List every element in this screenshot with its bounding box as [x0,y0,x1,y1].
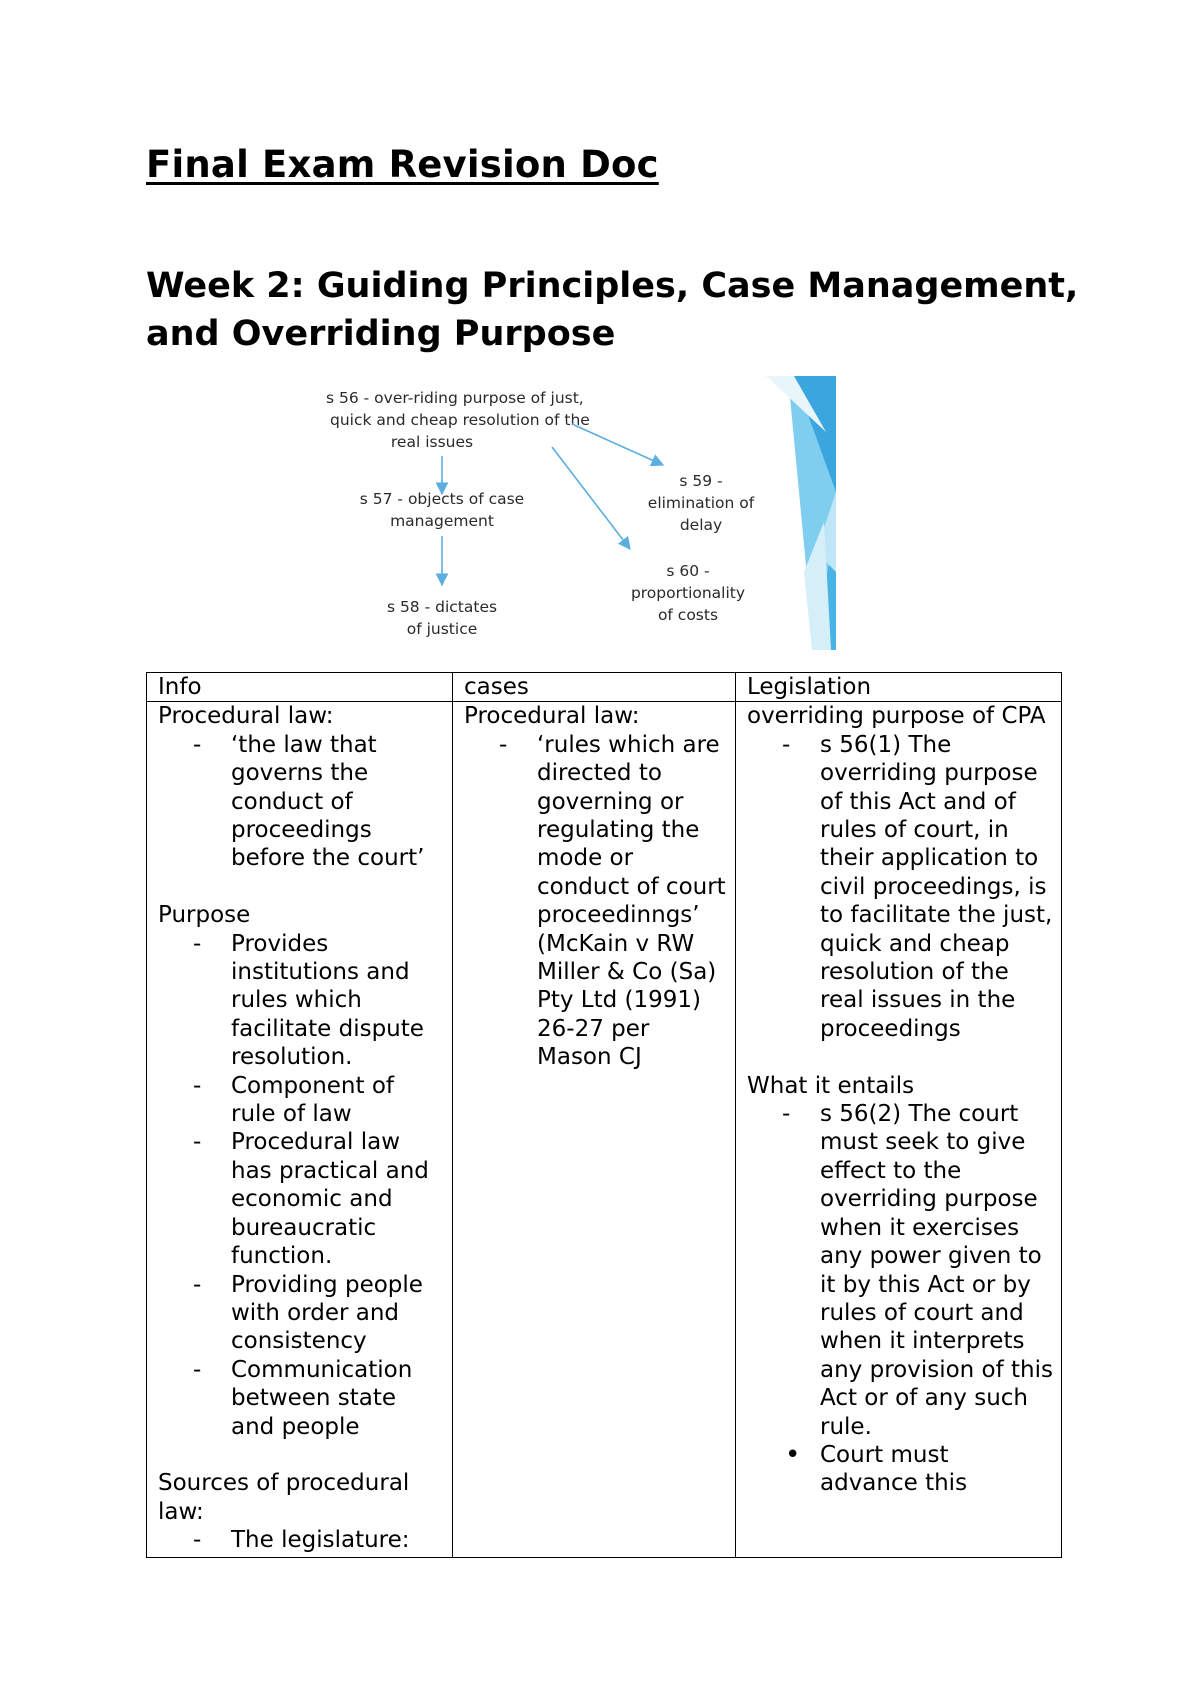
info-procedural-list [158,731,444,873]
s60-line1: - [699,562,710,580]
list-item: - Procedural law has practical and economic and bureaucratic function. [231,1128,444,1270]
arrow-s56-to-s59 [572,424,663,465]
legislation-label-1: overriding purpose of CPA [747,703,1046,730]
arrow-s56-to-s60 [552,447,630,549]
s57-number: s 57 [359,490,393,508]
legislation-sublist [747,1441,1053,1498]
s58-number: s 58 [386,598,420,616]
info-sources-list [158,1526,444,1554]
table-row [147,702,1062,1558]
s57-line2: management [390,512,494,530]
node-s58 [387,598,497,638]
list-item: - The legislature: [231,1526,444,1554]
header-cases: cases [453,673,736,702]
s58-line1: - dictates [419,598,498,616]
svg-text:s 58 - dictates [387,598,497,616]
list-item: - ‘the law that governs the conduct of proceedings before the court’ [231,731,444,873]
overriding-purpose-diagram [326,372,836,650]
node-s57 [360,490,524,530]
table-header-row [147,673,1062,702]
header-legislation: Legislation [736,673,1062,702]
header-info: Info [147,673,453,702]
svg-text:s 56 - over-riding purpose of [326,389,584,407]
svg-text:s 60 - [666,562,709,580]
cases-cell [453,702,736,1558]
svg-text:s 59 - [679,472,722,490]
week-heading: Week 2: Guiding Principles, Case Management, and Overriding Purpose [146,266,1079,354]
s56-line1: - over-riding purpose of just, [358,389,584,407]
cases-label: Procedural law: [464,703,640,730]
s60-number: s 60 [666,562,700,580]
info-procedural-label: Procedural law: [158,703,334,730]
s56-line2: quick and cheap resolution of the [330,411,590,429]
info-cell [147,702,453,1558]
s57-line1: - objects of case [392,490,525,508]
list-item: - ‘rules which are directed to governing or regulating the mode or conduct of court proceedinngs’ (McKain v RW Miller & Co (Sa) Pty Ltd (1991) 26-27 per Mason CJ [537,731,727,1072]
info-purpose-label: Purpose [158,902,251,929]
list-item: • Court must advance this [820,1441,1053,1498]
info-purpose-list [158,930,444,1441]
legislation-cell [736,702,1062,1558]
s56-number: s 56 [326,389,359,407]
legislation-label-2: What it entails [747,1072,915,1099]
s59-line3: delay [679,516,723,534]
s59-line1: - [712,472,723,490]
cases-list [464,731,727,1072]
list-item: - Communication between state and people [231,1356,444,1441]
document-title: Final Exam Revision Doc [146,143,659,186]
list-item [820,1100,1053,1498]
s56-line3: real issues [390,433,474,451]
s59-number: s 59 [679,472,713,490]
s60-line3: of costs [657,606,719,624]
list-item: - s 56(1) The overriding purpose of this Act and of rules of court, in their application to civil proceedings, is to facilitate the just, quick and cheap resolution of the real issues in the proceedings [820,731,1053,1043]
legislation-list-1 [747,731,1053,1043]
list-item: - Provides institutions and rules which facilitate dispute resolution. [231,930,444,1072]
list-item: - Providing people with order and consistency [231,1271,444,1356]
s59-line2: elimination of [647,494,755,512]
decorative-ribbon [766,376,836,650]
s60-line2: proportionality [630,584,746,602]
node-s56 [326,389,590,451]
s58-line2: of justice [406,620,478,638]
node-s60 [631,562,745,624]
list-item: - Component of rule of law [231,1072,444,1129]
info-sources-label: Sources of procedural law: [158,1470,410,1525]
revision-table [146,672,1062,1558]
legislation-list-2 [747,1100,1053,1498]
node-s59 [648,472,755,534]
list-item-text: s 56(2) The court must seek to give effect to the overriding purpose when it exercises any power given to it by this Act or by rules of court and when it interprets any provision of this Act or of any such rule. [820,1101,1053,1440]
